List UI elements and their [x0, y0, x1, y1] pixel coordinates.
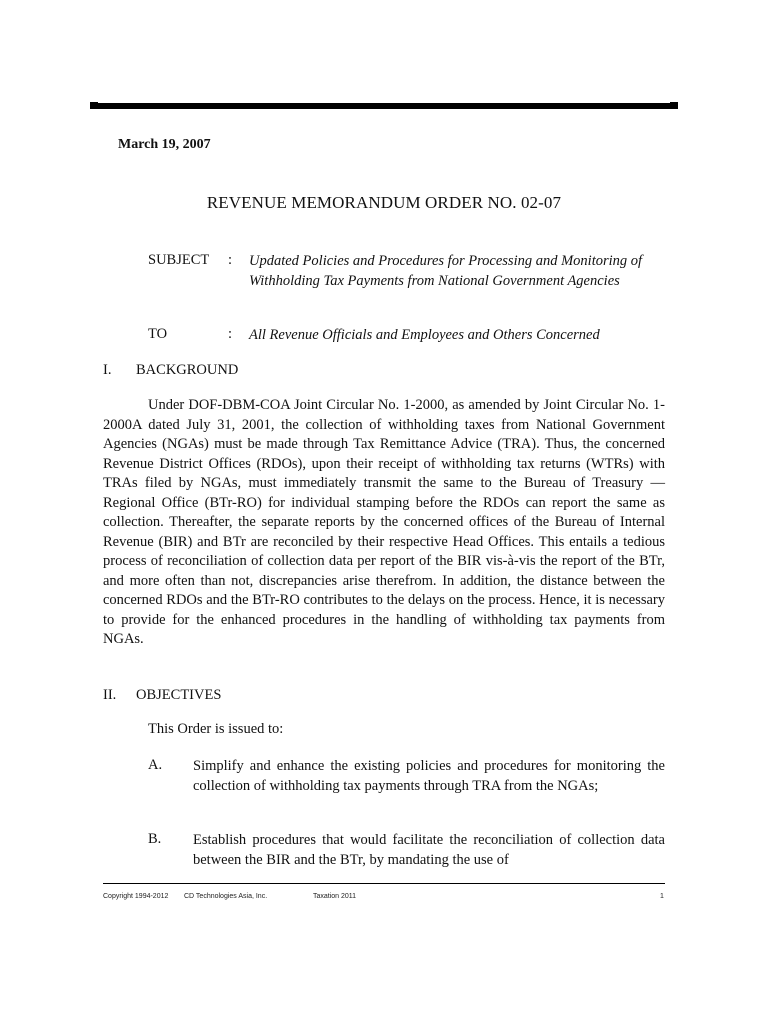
- header-rule: [90, 103, 678, 109]
- section-number: I.: [103, 362, 112, 378]
- background-paragraph: Under DOF-DBM-COA Joint Circular No. 1-2000, as amended by Joint Circular No. 1-2000A dated July 31, 2001, the collection of withholding taxes from National Government Agencies (NGAs) must be made through Tax Remittance Advice (TRA). Thus, the concerned Revenue District Offices (RDOs), upon their receipt of withholding tax returns (WTRs) with TRAs filed by NGAs, must immediately transmit the same to the Bureau of Treasury — Regional Office (BTr-RO) for individual stamping before the RDOs can report the same as collection. Thereafter, the separate reports by the concerned offices of the Bureau of Internal Revenue (BIR) and BTr are reconciled by their respective Head Offices. This entails a tedious process of reconciliation of collection data per report of the BIR vis-à-vis the report of the BTr, and more often than not, discrepancies arise therefrom. In addition, the distance between the concerned RDOs and the BTr-RO contributes to the delays on the process. Hence, it is necessary to provide for the enhanced procedures in the handling of withholding tax payments from NGAs.: [103, 397, 665, 647]
- subject-colon: :: [228, 252, 233, 268]
- footer-company: CD Technologies Asia, Inc.: [184, 893, 268, 900]
- to-label: TO: [148, 326, 168, 342]
- to-value: All Revenue Officials and Employees and Others Concerned: [249, 327, 600, 343]
- footer-collection: Taxation 2011: [313, 893, 357, 900]
- subject-label: SUBJECT: [148, 252, 210, 268]
- memo-title: REVENUE MEMORANDUM ORDER NO. 02-07: [206, 193, 562, 212]
- section-title-background: BACKGROUND: [136, 362, 239, 378]
- list-item-text: Establish procedures that would facilitate the reconciliation of collection data between the BIR and the BTr, by mandating the use of: [193, 832, 665, 868]
- to-colon: :: [228, 326, 233, 342]
- footer-page-number: 1: [660, 893, 664, 900]
- section-number: II.: [103, 687, 117, 703]
- list-item-letter: B.: [148, 831, 162, 847]
- objectives-intro: This Order is issued to:: [148, 721, 284, 737]
- section-title-objectives: OBJECTIVES: [136, 687, 222, 703]
- footer-rule: [103, 883, 665, 884]
- memo-date: March 19, 2007: [118, 137, 211, 152]
- subject-value: Updated Policies and Procedures for Processing and Monitoring of Withholding Tax Payments from National Government Agencies: [249, 253, 643, 289]
- footer-copyright: Copyright 1994-2012: [103, 893, 169, 900]
- list-item-letter: A.: [148, 757, 163, 773]
- list-item-text: Simplify and enhance the existing policies and procedures for monitoring the collection of withholding tax payments through TRA from the NGAs;: [193, 758, 665, 794]
